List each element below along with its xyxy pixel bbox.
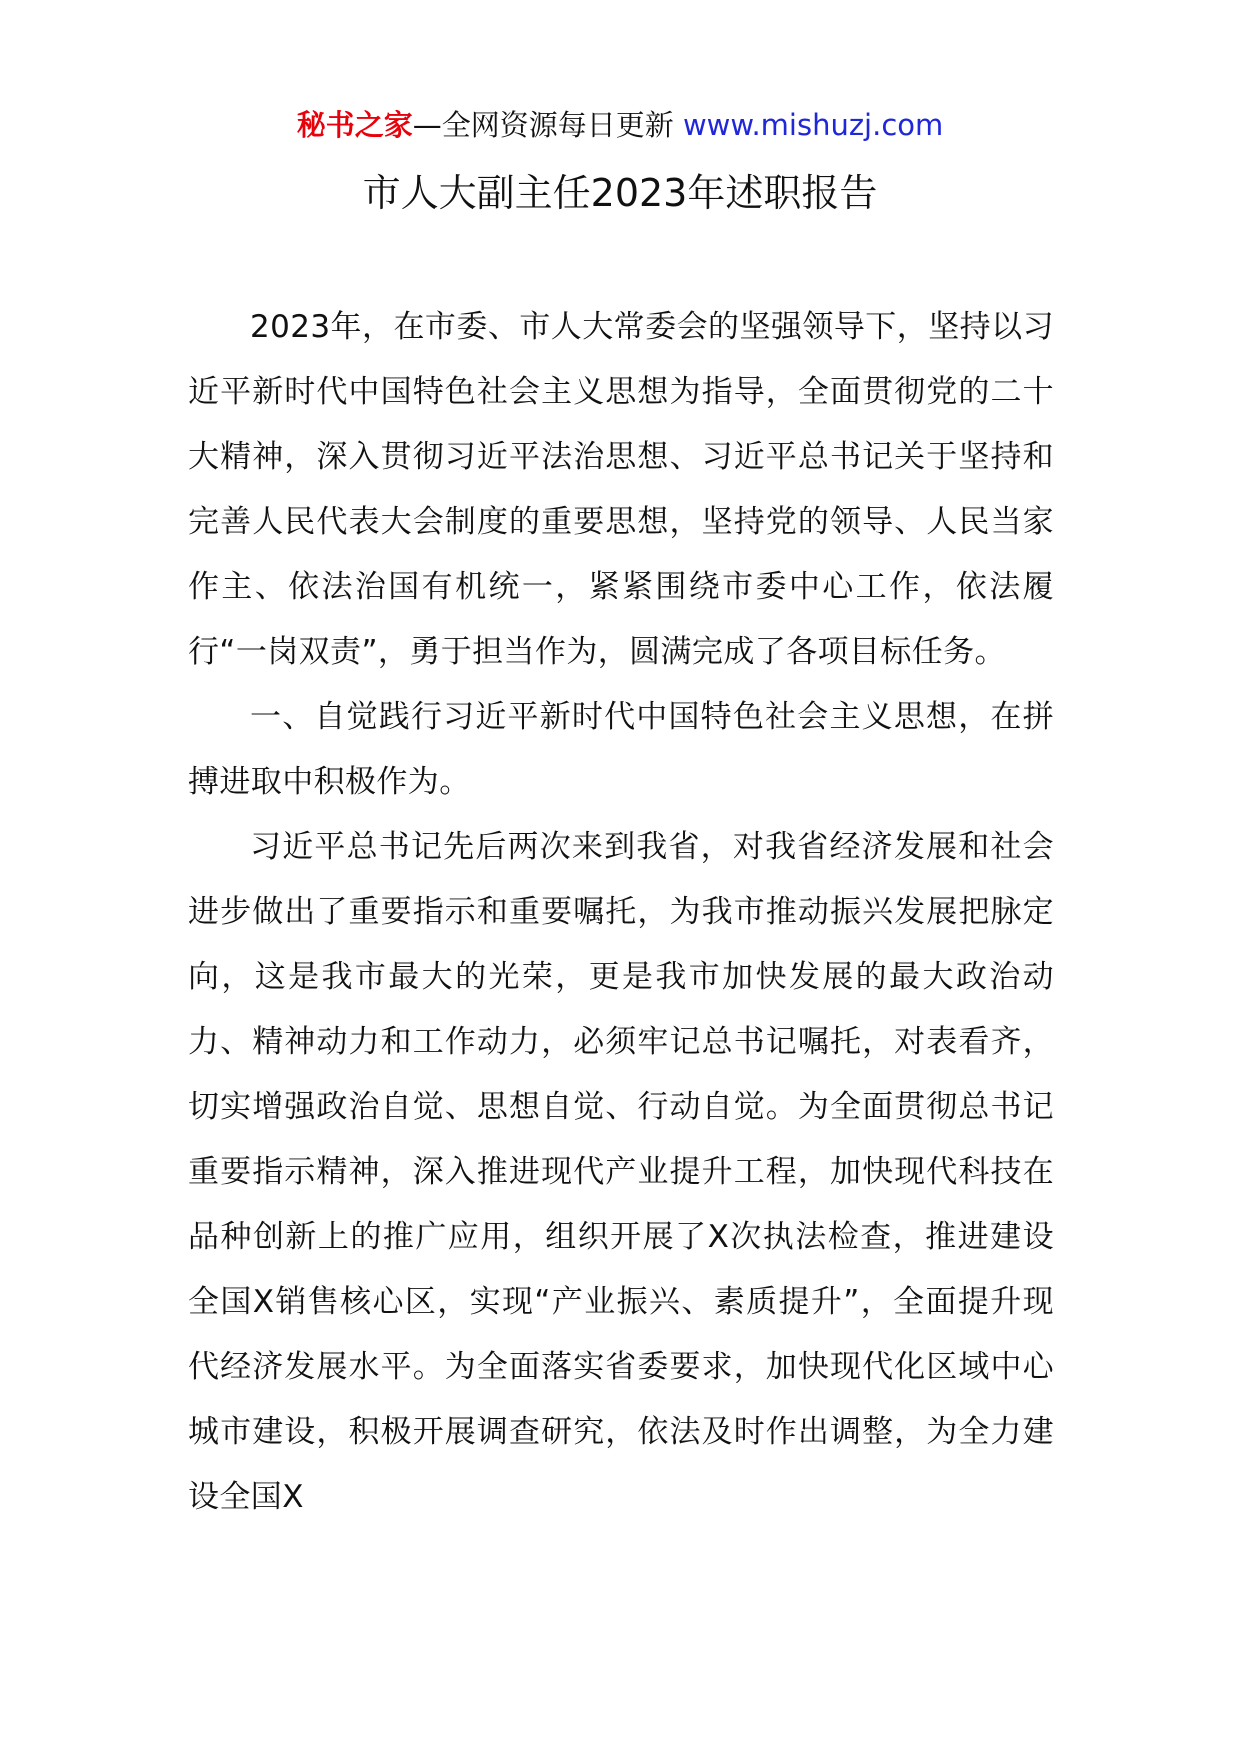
brand-name: 秘书之家	[296, 108, 413, 142]
section-heading-1: 一、自觉践行习近平新时代中国特色社会主义思想，在拼搏进取中积极作为。	[188, 699, 1054, 800]
document-body	[188, 295, 1054, 1530]
document-title: 市人大副主任2023年述职报告	[362, 171, 878, 215]
website-link[interactable]: www.mishuzj.com	[682, 108, 944, 142]
section-1-paragraph: 习近平总书记先后两次来到我省，对我省经济发展和社会进步做出了重要指示和重要嘱托，为我市推动振兴发展把脉定向，这是我市最大的光荣，更是我市加快发展的最大政治动力、精神动力和工作动力，必须牢记总书记嘱托，对表看齐，切实增强政治自觉、思想自觉、行动自觉。为全面贯彻总书记重要指示精神，深入推进现代产业提升工程，加快现代科技在品种创新上的推广应用，组织开展了X次执法检查，推进建设全国X销售核心区，实现“产业振兴、素质提升”，全面提升现代经济发展水平。为全面落实省委要求，加快现代化区域中心城市建设，积极开展调查研究，依法及时作出调整，为全力建设全国X	[188, 829, 1054, 1515]
intro-paragraph: 2023年，在市委、市人大常委会的坚强领导下，坚持以习近平新时代中国特色社会主义思想为指导，全面贯彻党的二十大精神，深入贯彻习近平法治思想、习近平总书记关于坚持和完善人民代表大会制度的重要思想，坚持党的领导、人民当家作主、依法治国有机统一，紧紧围绕市委中心工作，依法履行“一岗双责”，勇于担当作为，圆满完成了各项目标任务。	[188, 309, 1054, 670]
watermark-header	[0, 103, 1240, 147]
header-slogan: —全网资源每日更新	[412, 108, 674, 142]
